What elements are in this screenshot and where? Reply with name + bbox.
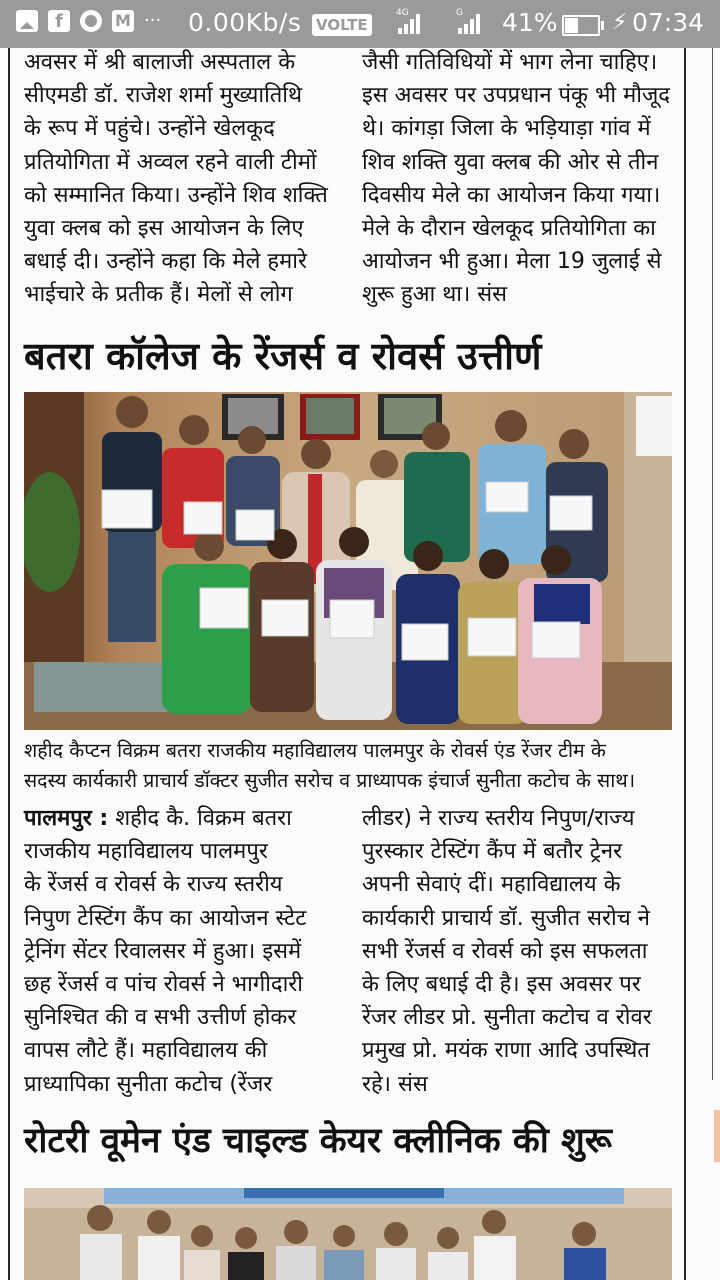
text-line: निपुण टेस्टिंग कैंप का आयोजन स्टेट [24, 905, 307, 931]
text-line: प्रमुख प्रो. मयंक राणा आदि उपस्थित [362, 1038, 650, 1064]
caption-line: सदस्य कार्यकारी प्राचार्य डॉक्टर सुजीत सरोच व प्राध्यापक इंचार्ज सुनीता कटोच के साथ। [24, 769, 636, 792]
text-line: शुरू हुआ था। संस [362, 282, 508, 308]
clock: 07:34 [632, 8, 705, 37]
group-photo-image [24, 392, 672, 730]
dateline: पालमपुर : [24, 806, 109, 831]
network-type-2-label: G [456, 8, 463, 18]
group-photo [24, 392, 672, 730]
image-icon [16, 10, 38, 32]
signal-strength-icon [396, 8, 420, 34]
text-line: राजकीय महाविद्यालय पालमपुर [24, 839, 268, 865]
left-page-border [8, 48, 10, 1280]
battery-icon [562, 15, 600, 36]
text-line: छह रेंजर्स व पांच रोवर्स ने भागीदारी [24, 972, 303, 998]
notification-icons [16, 10, 161, 32]
photo-caption [24, 736, 674, 796]
network-speed: 0.00Kb/s [188, 8, 302, 37]
top-article-right-column [362, 46, 682, 312]
charging-icon: ⚡ [612, 10, 628, 35]
text-line: अपनी सेवाएं दीं। महाविद्यालय के [362, 872, 621, 898]
text-line: रहे। संस [362, 1071, 428, 1097]
facebook-icon: f [48, 10, 70, 32]
next-article-photo-image [24, 1188, 672, 1280]
text-line: वापस लौटे हैं। महाविद्यालय की [24, 1038, 268, 1064]
text-line: पुरस्कार टेस्टिंग कैंप में बतौर ट्रेनर [362, 839, 623, 865]
text-line: प्रतियोगिता में अव्वल रहने वाली टीमों [24, 149, 317, 175]
text-line: को सम्मानित किया। उन्होंने शिव शक्ति [24, 182, 328, 208]
text-line: आयोजन भी हुआ। मेला 19 जुलाई से [362, 249, 662, 275]
text-line: प्राध्यापिका सुनीता कटोच (रेंजर [24, 1071, 273, 1097]
network-type-label: 4G [396, 8, 409, 18]
text-line: युवा क्लब को इस आयोजन के लिए [24, 216, 304, 242]
text-line: थे। कांगड़ा जिला के भड़ियाड़ा गांव में [362, 116, 651, 142]
text-line: भाईचारे के प्रतीक हैं। मेलों से लोग [24, 282, 293, 308]
text-line: अवसर में श्री बालाजी अस्पताल के [24, 50, 296, 75]
text-line: के लिए बधाई दी है। इस अवसर पर [362, 972, 641, 998]
text-line: कार्यकारी प्राचार्य डॉ. सुजीत सरोच ने [362, 905, 650, 931]
article-headline: बतरा कॉलेज के रेंजर्स व रोवर्स उत्तीर्ण [24, 334, 542, 378]
text-line: शिव शक्ति युवा क्लब की ओर से तीन [362, 149, 659, 175]
more-notifications-icon: ··· [144, 10, 162, 31]
text-line: के रूप में पहुंचे। उन्होंने खेलकूद [24, 116, 275, 142]
text-line: इस अवसर पर उपप्रधान पंकू भी मौजूद [362, 83, 670, 109]
adjacent-column-rule [712, 48, 713, 1080]
text-line: रेंजर लीडर प्रो. सुनीता कटोच व रोवर [362, 1005, 652, 1031]
next-article-headline: रोटरी वूमेन एंड चाइल्ड केयर क्लीनिक की शुरू [24, 1121, 612, 1161]
article-left-column [24, 802, 354, 1101]
battery-percent: 41% [502, 8, 558, 37]
whatsapp-icon [80, 10, 102, 32]
text-line: मेले के दौरान खेलकूद प्रतियोगिता का [362, 216, 656, 242]
text-line [24, 802, 354, 835]
next-article-photo [24, 1188, 672, 1280]
text-line: दिवसीय मेले का आयोजन किया गया। [362, 182, 661, 208]
right-page-border [684, 48, 686, 1280]
volte-badge: VOLTE [312, 14, 372, 36]
text-line: जैसी गतिविधियों में भाग लेना चाहिए। [362, 50, 658, 75]
text-line: सुनिश्चित की व सभी उत्तीर्ण होकर [24, 1005, 297, 1031]
text-line: सीएमडी डॉ. राजेश शर्मा मुख्यातिथि [24, 83, 303, 109]
battery-fill [565, 18, 578, 33]
text-line: बधाई दी। उन्होंने कहा कि मेले हमारे [24, 249, 307, 275]
text-line: सभी रेंजर्स व रोवर्स को इस सफलता [362, 938, 648, 964]
text-span: शहीद कै. विक्रम बतरा [108, 806, 292, 831]
text-line: ट्रेनिंग सेंटर रिवालसर में हुआ। इसमें [24, 938, 302, 964]
gmail-icon: M [112, 10, 134, 32]
article-right-column [362, 802, 682, 1101]
text-line: लीडर) ने राज्य स्तरीय निपुण/राज्य [362, 806, 635, 831]
caption-line: शहीद कैप्टन विक्रम बतरा राजकीय महाविद्यालय पालमपुर के रोवर्स एंड रेंजर टीम के [24, 739, 606, 762]
top-article-left-column [24, 46, 354, 312]
text-line: के रेंजर्स व रोवर्स के राज्य स्तरीय [24, 872, 283, 898]
adjacent-content-marker [714, 1110, 720, 1162]
newspaper-page[interactable] [0, 48, 720, 1280]
signal-strength-2-icon [456, 8, 480, 34]
status-bar [0, 0, 720, 48]
